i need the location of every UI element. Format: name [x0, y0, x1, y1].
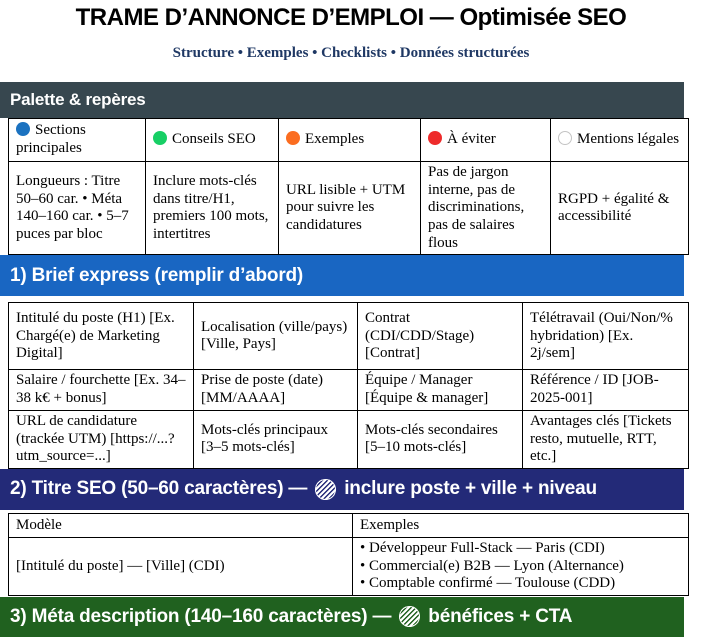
brief-cell-intitule: Intitulé du poste (H1) [Ex. Chargé(e) de Marketing Digital]: [9, 303, 194, 370]
seo-example-item: • Développeur Full-Stack — Paris (CDI): [360, 539, 605, 556]
desc-a-eviter: Pas de jargon interne, pas de discriminations, pas de salaires flous: [421, 162, 551, 255]
brief-section-header: [0, 255, 684, 296]
legend-sections-principales: [9, 119, 146, 162]
seo-table-header-row: [9, 513, 689, 537]
white-dot-icon: [558, 131, 572, 145]
page-title: TRAME D’ANNONCE D’EMPLOI — Optimisée SEO: [75, 4, 627, 31]
palette-section-header-label: Palette & repères: [10, 90, 146, 109]
brief-table: [8, 302, 689, 468]
desc-mentions-legales: RGPD + égalité & accessibilité: [551, 162, 689, 255]
legend-label: Sections principales: [16, 122, 86, 156]
brief-section-header-label: 1) Brief express (remplir d’abord): [10, 264, 304, 286]
palette-desc-row: [9, 162, 689, 255]
blue-dot-icon: [16, 122, 30, 136]
page-subtitle: Structure • Exemples • Checklists • Données structurées: [172, 45, 530, 61]
legend-mentions-legales: [551, 119, 689, 162]
meta-description-section-header: [0, 597, 684, 637]
legend-exemples: [279, 119, 421, 162]
brief-cell-reference: Référence / ID [JOB-2025-001]: [523, 370, 689, 410]
seo-title-header-suffix: inclure poste + ville + niveau: [344, 478, 597, 500]
brief-cell-prise-de-poste: Prise de poste (date) [MM/AAAA]: [194, 370, 358, 410]
hatched-circle-icon: [399, 606, 420, 627]
hatched-circle-icon: [315, 479, 336, 500]
seo-example-item: • Comptable confirmé — Toulouse (CDD): [360, 575, 616, 592]
desc-exemples: URL lisible + UTM pour suivre les candidatures: [279, 162, 421, 255]
legend-label: Conseils SEO: [172, 131, 256, 148]
brief-cell-mots-cles-principaux: Mots-clés principaux [3–5 mots-clés]: [194, 410, 358, 468]
legend-a-eviter: [421, 119, 551, 162]
brief-row: [9, 370, 689, 410]
seo-model-examples-table: [8, 513, 689, 596]
legend-label: Exemples: [305, 131, 365, 148]
brief-cell-salaire: Salaire / fourchette [Ex. 34–38 k€ + bonus]: [9, 370, 194, 410]
brief-cell-teletravail: Télétravail (Oui/Non/% hybridation) [Ex. 2j/sem]: [523, 303, 689, 370]
brief-cell-avantages: Avantages clés [Tickets resto, mutuelle, RTT, etc.]: [523, 410, 689, 468]
brief-row: [9, 303, 689, 370]
seo-col-modele-header: Modèle: [9, 513, 353, 537]
seo-model-cell: [Intitulé du poste] — [Ville] (CDI): [9, 537, 353, 595]
palette-legend-row: [9, 119, 689, 162]
brief-cell-localisation: Localisation (ville/pays) [Ville, Pays]: [194, 303, 358, 370]
green-dot-icon: [153, 131, 167, 145]
brief-cell-equipe: Équipe / Manager [Équipe & manager]: [358, 370, 523, 410]
orange-dot-icon: [286, 131, 300, 145]
seo-example-item: • Commercial(e) B2B — Lyon (Alternance): [360, 557, 624, 574]
brief-row: [9, 410, 689, 468]
brief-cell-url-candidature: URL de candidature (trackée UTM) [https://...?utm_source=...]: [9, 410, 194, 468]
meta-desc-header-prefix: 3) Méta description (140–160 caractères) —: [10, 605, 392, 627]
seo-examples-cell: [353, 537, 689, 595]
brief-cell-contrat: Contrat (CDI/CDD/Stage) [Contrat]: [358, 303, 523, 370]
meta-desc-header-suffix: bénéfices + CTA: [428, 605, 573, 627]
palette-table: [8, 118, 689, 255]
seo-col-exemples-header: Exemples: [353, 513, 689, 537]
palette-section-header: [0, 82, 684, 118]
seo-title-section-header: [0, 469, 684, 510]
legend-conseils-seo: [146, 119, 279, 162]
desc-sections-principales: Longueurs : Titre 50–60 car. • Méta 140–160 car. • 5–7 puces par bloc: [9, 162, 146, 255]
desc-conseils-seo: Inclure mots-clés dans titre/H1, premiers 100 mots, intertitres: [146, 162, 279, 255]
seo-table-body-row: [9, 537, 689, 595]
legend-label: À éviter: [447, 131, 496, 148]
brief-cell-mots-cles-secondaires: Mots-clés secondaires [5–10 mots-clés]: [358, 410, 523, 468]
legend-label: Mentions légales: [577, 131, 680, 148]
red-dot-icon: [428, 131, 442, 145]
seo-title-header-prefix: 2) Titre SEO (50–60 caractères) —: [10, 478, 308, 500]
